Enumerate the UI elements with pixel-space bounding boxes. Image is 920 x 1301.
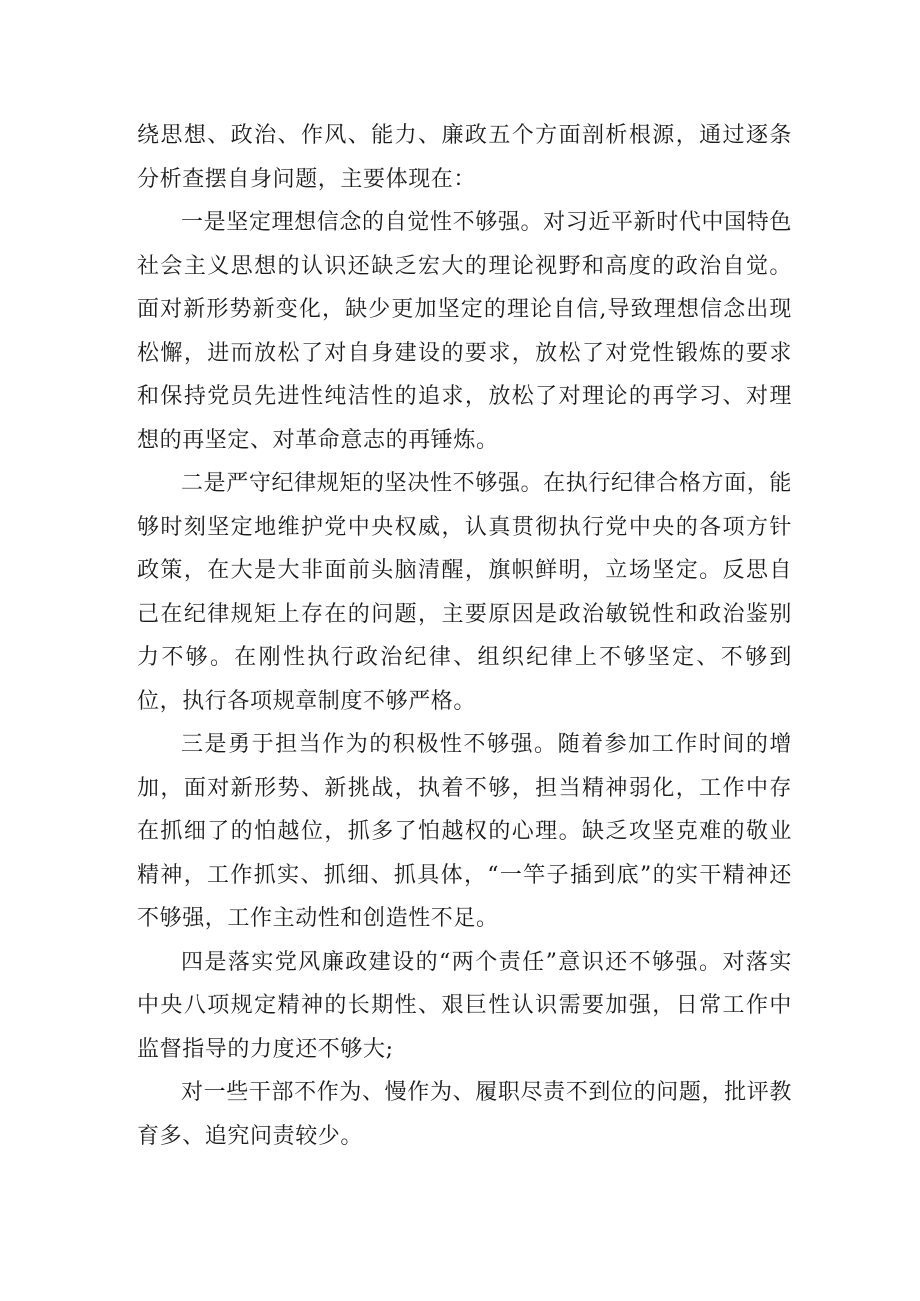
paragraph-intro: 绕思想、政治、作风、能力、廉政五个方面剖析根源，通过逐条分析查摆自身问题，主要体现在： bbox=[137, 123, 792, 192]
paragraph-ideals-belief: 一是坚定理想信念的自觉性不够强。对习近平新时代中国特色社会主义思想的认识还缺乏宏大的理论视野和高度的政治自觉。面对新形势新变化，缺少更加坚定的理论自信,导致理想信念出现松懈，进而放松了对自身建设的要求，放松了对党性锻炼的要求和保持党员先进性纯洁性的追求，放松了对理论的再学习、对理想的再坚定、对革命意志的再锤炼。 bbox=[137, 210, 792, 453]
paragraph-responsibility-action: 三是勇于担当作为的积极性不够强。随着参加工作时间的增加，面对新形势、新挑战，执着不够，担当精神弱化，工作中存在抓细了的怕越位，抓多了怕越权的心理。缺乏攻坚克难的敬业精神，工作抓实、抓细、抓具体，“一竿子插到底”的实干精神还不够强，工作主动性和创造性不足。 bbox=[137, 732, 792, 931]
document-body bbox=[137, 114, 792, 1158]
paragraph-accountability: 对一些干部不作为、慢作为、履职尽责不到位的问题，批评教育多、追究问责较少。 bbox=[137, 1080, 792, 1149]
paragraph-discipline-rules: 二是严守纪律规矩的坚决性不够强。在执行纪律合格方面，能够时刻坚定地维护党中央权威，认真贯彻执行党中央的各项方针政策，在大是大非面前头脑清醒，旗帜鲜明，立场坚定。反思自己在纪律规矩上存在的问题，主要原因是政治敏锐性和政治鉴别力不够。在刚性执行政治纪律、组织纪律上不够坚定、不够到位，执行各项规章制度不够严格。 bbox=[137, 471, 792, 714]
paragraph-integrity-responsibility: 四是落实党风廉政建设的“两个责任”意识还不够强。对落实中央八项规定精神的长期性、艰巨性认识需要加强，日常工作中监督指导的力度还不够大; bbox=[137, 949, 792, 1062]
